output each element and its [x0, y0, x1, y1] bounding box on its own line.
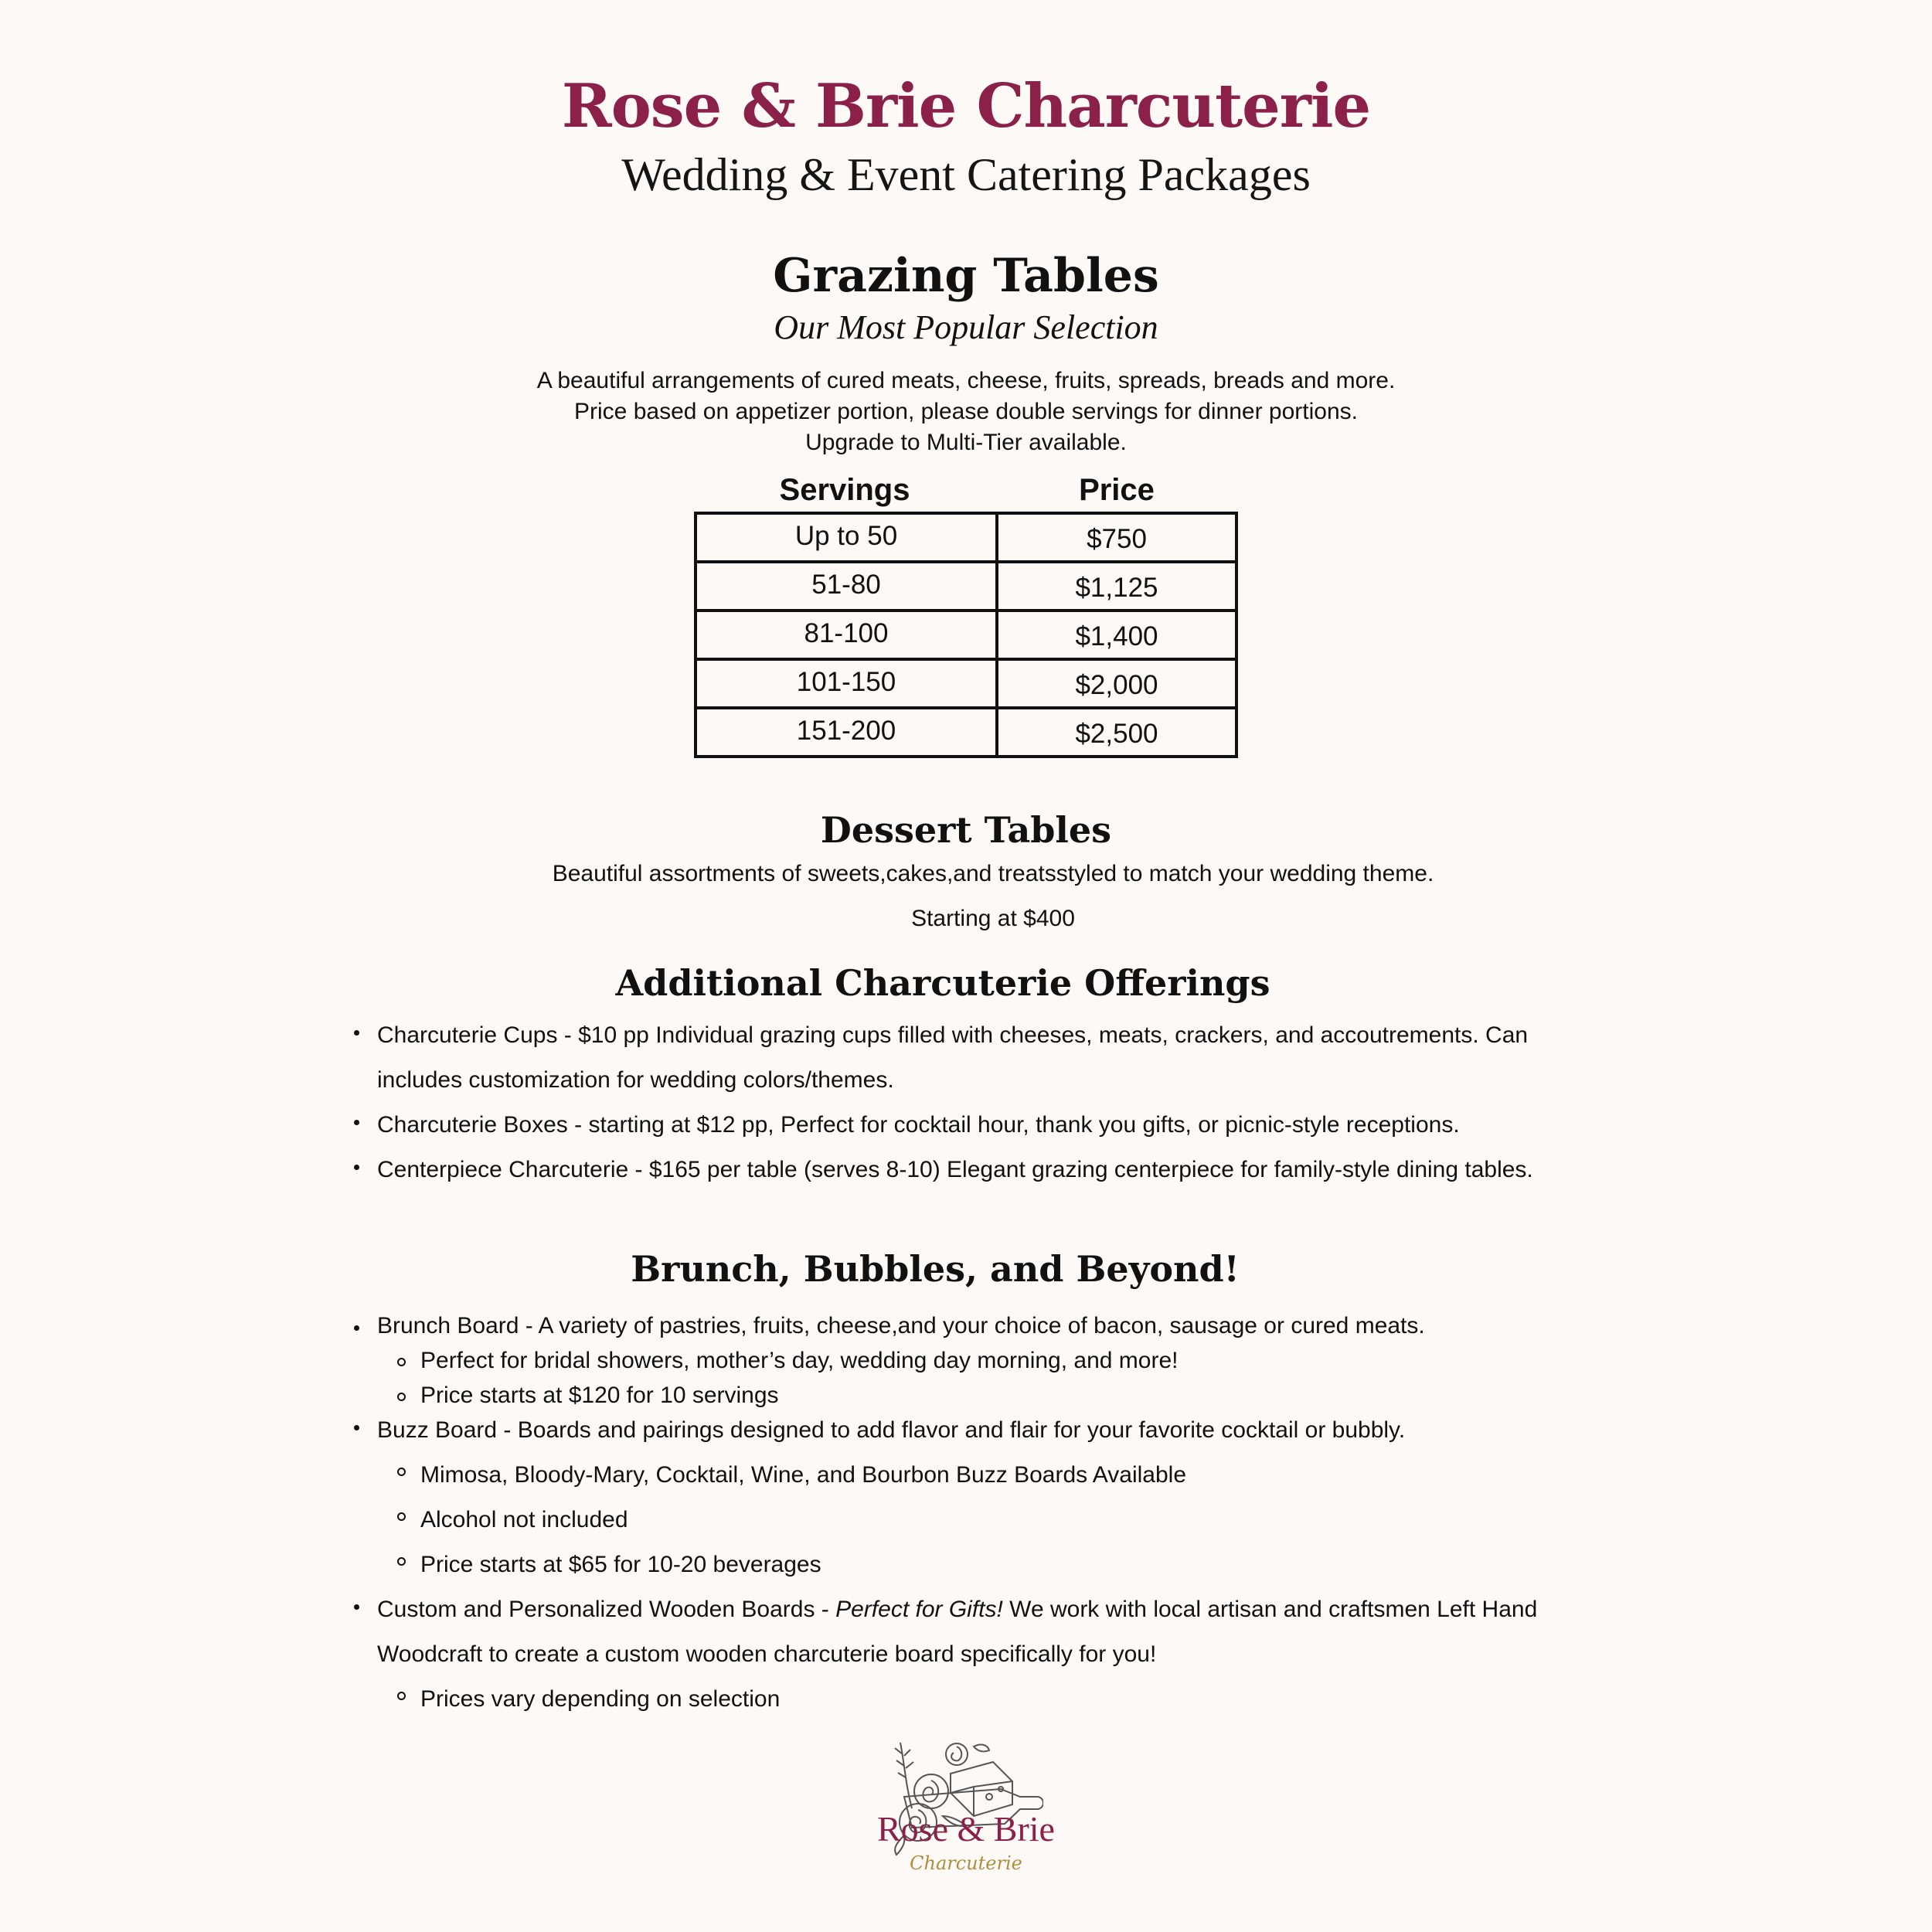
table-body — [694, 512, 1238, 758]
sub-list-item: Prices vary depending on selection — [340, 1677, 1607, 1722]
column-header-servings: Servings — [779, 473, 910, 507]
brunch-board-text: Brunch Board - A variety of pastries, fruits, cheese,and your choice of bacon, sausage or cured meats. — [377, 1313, 1425, 1338]
price-cell: $1,400 — [1075, 621, 1158, 651]
price-cell: $2,000 — [1075, 670, 1158, 700]
dessert-tables-heading: Dessert Tables — [820, 809, 1112, 851]
dessert-price: Starting at $400 — [911, 906, 1075, 931]
grazing-description-line: Price based on appetizer portion, please double servings for dinner portions. — [574, 399, 1358, 424]
grazing-tagline: Our Most Popular Selection — [774, 308, 1158, 346]
price-cell: $2,500 — [1075, 719, 1158, 749]
brunch-board-sublist — [377, 1343, 1607, 1413]
sub-list-item: Mimosa, Bloody-Mary, Cocktail, Wine, and Bourbon Buzz Boards Available — [340, 1453, 1607, 1498]
servings-cell: 101-150 — [697, 661, 998, 706]
table-row — [697, 563, 1235, 612]
brunch-heading: Brunch, Bubbles, and Beyond! — [631, 1248, 1240, 1290]
sub-list-item: Alcohol not included — [340, 1498, 1607, 1543]
offerings-list — [340, 1013, 1607, 1192]
list-item-brunch-board — [340, 1308, 1607, 1413]
dessert-description: Beautiful assortments of sweets,cakes,and treatsstyled to match your wedding theme. — [552, 861, 1434, 886]
servings-cell: 51-80 — [697, 563, 998, 609]
servings-cell: 151-200 — [697, 709, 998, 755]
brand-title: Rose & Brie Charcuterie — [561, 71, 1371, 141]
buzz-board-text: Buzz Board - Boards and pairings designed to add flavor and flair for your favorite cocktail or bubbly. — [377, 1417, 1406, 1443]
column-header-price: Price — [1079, 473, 1155, 507]
buzz-board-sublist — [377, 1453, 1607, 1587]
grazing-description — [0, 366, 1932, 458]
wooden-boards-emphasis: Perfect for Gifts! — [835, 1597, 1003, 1622]
table-row — [697, 612, 1235, 661]
list-item: Charcuterie Boxes - starting at $12 pp, Perfect for cocktail hour, thank you gifts, or picnic-style receptions. — [340, 1103, 1607, 1148]
sub-list-item: Price starts at $65 for 10-20 beverages — [340, 1543, 1607, 1587]
wooden-boards-lead: Custom and Personalized Wooden Boards - — [377, 1597, 836, 1622]
price-cell: $1,125 — [1075, 573, 1158, 603]
list-item: Charcuterie Cups - $10 pp Individual grazing cups filled with cheeses, meats, crackers, and accoutrements. Can includes customization for wedding colors/themes. — [340, 1013, 1607, 1103]
page-subtitle: Wedding & Event Catering Packages — [621, 149, 1311, 200]
table-row — [697, 709, 1235, 758]
table-row — [697, 515, 1235, 563]
sub-list-item: Price starts at $120 for 10 servings — [340, 1378, 1607, 1413]
servings-cell: Up to 50 — [697, 515, 998, 560]
grazing-price-table — [694, 468, 1238, 758]
sub-list-item: Perfect for bridal showers, mother’s day, wedding day morning, and more! — [340, 1343, 1607, 1378]
wooden-boards-rest: We work with local artisan and craftsmen Left Hand Woodcraft to create a custom wooden charcuterie board specifically for you! — [377, 1597, 1538, 1667]
grazing-description-line: A beautiful arrangements of cured meats, cheese, fruits, spreads, breads and more. — [536, 368, 1396, 393]
list-item: Centerpiece Charcuterie - $165 per table (serves 8-10) Elegant grazing centerpiece for family-style dining tables. — [340, 1148, 1607, 1192]
servings-cell: 81-100 — [697, 612, 998, 658]
grazing-tables-heading: Grazing Tables — [773, 249, 1159, 303]
logo-name: Rose & Brie — [877, 1809, 1055, 1849]
offerings-heading: Additional Charcuterie Offerings — [615, 962, 1270, 1004]
logo-sub: Charcuterie — [910, 1852, 1022, 1874]
grazing-description-line: Upgrade to Multi-Tier available. — [805, 430, 1127, 455]
price-cell: $750 — [1087, 524, 1147, 554]
table-row — [697, 661, 1235, 709]
brunch-list — [340, 1308, 1607, 1722]
table-header — [694, 468, 1238, 512]
list-item-buzz-board — [340, 1408, 1607, 1587]
